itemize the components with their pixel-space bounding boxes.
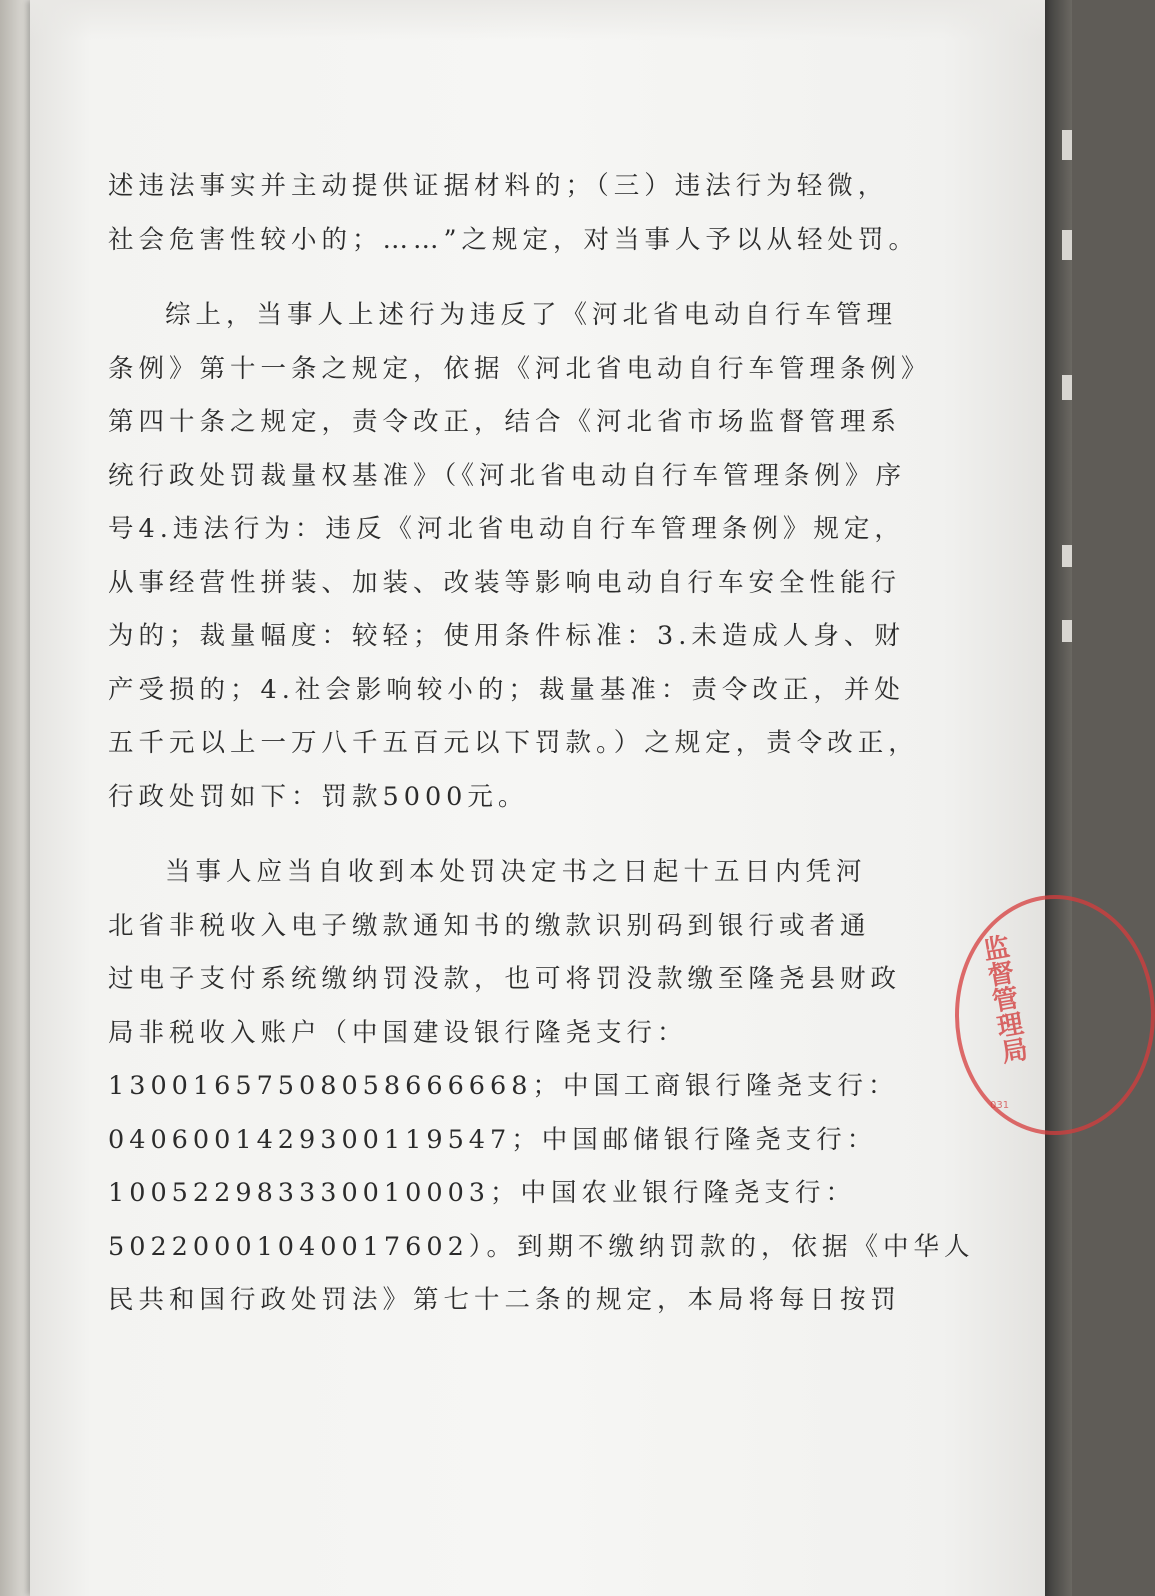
background-object <box>1062 620 1072 642</box>
background-object <box>1062 130 1072 160</box>
text-line: 社会危害性较小的；……”之规定，对当事人予以从轻处罚。 <box>108 224 920 255</box>
text-line: 为的；裁量幅度：较轻；使用条件标准：3.未造成人身、财 <box>108 621 905 651</box>
document-body <box>108 160 975 1328</box>
seal-number: 031 <box>990 1100 1010 1111</box>
text-line: 局非税收入账户（中国建设银行隆尧支行： <box>108 1017 688 1048</box>
text-line: 统行政处罚裁量权基准》（《河北省电动自行车管理条例》序 <box>108 460 907 491</box>
account-line: 50220001040017602）。到期不缴纳罚款的，依据《中华人 <box>108 1231 975 1262</box>
text-line: 北省非税收入电子缴款通知书的缴款识别码到银行或者通 <box>108 910 871 941</box>
penalty-line: 行政处罚如下：罚款5000元。 <box>108 781 529 812</box>
paragraph-start-line: 综上，当事人上述行为违反了《河北省电动自行车管理 <box>165 300 898 330</box>
seal-text: 监督管理局 <box>976 932 1029 1066</box>
text-line: 五千元以上一万八千五百元以下罚款。）之规定，责令改正， <box>108 728 919 758</box>
text-line: 过电子支付系统缴纳罚没款，也可将罚没款缴至隆尧县财政 <box>108 964 902 994</box>
paragraph-start-line: 当事人应当自收到本处罚决定书之日起十五日内凭河 <box>165 857 867 887</box>
text-line: 条例》第十一条之规定，依据《河北省电动自行车管理条例》 <box>108 353 932 384</box>
text-line: 从事经营性拼装、加装、改装等影响电动自行车安全性能行 <box>108 567 902 598</box>
text-line: 民共和国行政处罚法》第七十二条的规定，本局将每日按罚 <box>108 1285 902 1315</box>
text-line: 述违法事实并主动提供证据材料的；（三）违法行为轻微， <box>108 171 889 201</box>
text-line: 第四十条之规定，责令改正，结合《河北省市场监督管理系 <box>108 407 902 437</box>
background-object <box>1062 545 1072 567</box>
page-top-edge <box>30 0 1045 40</box>
text-line: 产受损的；4.社会影响较小的；裁量基准：责令改正，并处 <box>108 674 905 705</box>
account-line: 100522983330010003；中国农业银行隆尧支行： <box>108 1178 857 1208</box>
account-line: 0406001429300119547；中国邮储银行隆尧支行： <box>108 1124 878 1155</box>
background-object <box>1062 230 1072 260</box>
text-line: 号4.违法行为：违反《河北省电动自行车管理条例》规定， <box>108 514 905 544</box>
account-line: 13001657508058666668；中国工商银行隆尧支行： <box>108 1071 899 1101</box>
background-object <box>1062 375 1072 400</box>
